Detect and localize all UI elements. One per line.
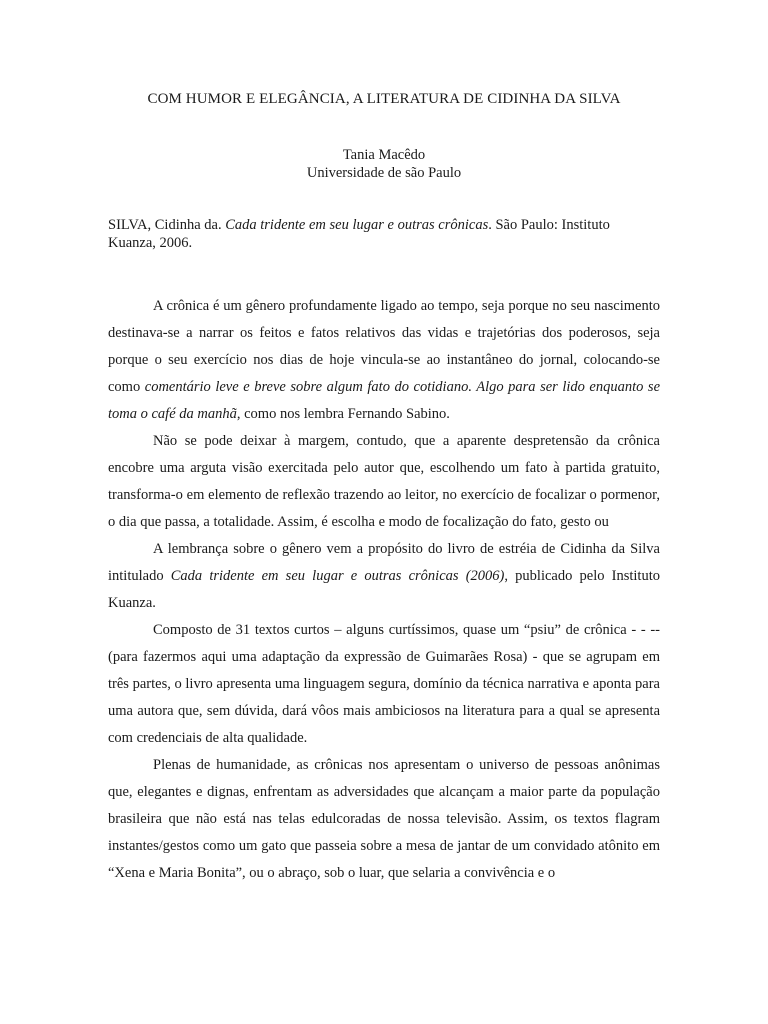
page-title: COM HUMOR E ELEGÂNCIA, A LITERATURA DE CIDINHA DA SILVA — [147, 91, 621, 107]
author-block — [0, 146, 768, 182]
paragraph-3-text-a: A lembrança sobre o gênero vem a propósito do livro de estréia de Cidinha da Silva intitulado — [108, 541, 660, 584]
article-body — [108, 293, 660, 887]
author-name: Tania Macêdo — [342, 147, 426, 163]
paragraph-5: Plenas de humanidade, as crônicas nos apresentam o universo de pessoas anônimas que, elegantes e dignas, enfrentam as adversidades que alcançam a maior parte da população brasileira que não está nas telas edulcoradas de nossa televisão. Assim, os textos flagram instantes/gestos como um gato que passeia sobre a mesa de jantar de um convidado atônito em “Xena e Maria Bonita”, ou o abraço, sob o luar, que selaria a convivência e o — [108, 757, 660, 881]
paragraph-3-book-title: Cada tridente em seu lugar e outras crônicas (2006) — [170, 568, 505, 584]
paragraph-4: Composto de 31 textos curtos – alguns curtíssimos, quase um “psiu” de crônica - - -- (para fazermos aqui uma adaptação da expressão de Guimarães Rosa) - que se agrupam em três partes, o livro apresenta uma linguagem segura, domínio da técnica narrativa e aponta para uma autora que, sem dúvida, dará vôos mais ambiciosos na literatura para a qual se apresenta com credenciais de alta qualidade. — [108, 622, 660, 746]
paragraph-1-text-a: A crônica é um gênero profundamente ligado ao tempo, seja porque no seu nascimento destinava-se a narrar os feitos e fatos relativos das vidas e trajetórias dos poderosos, seja porque o seu exercício nos dias de hoje vincula-se ao instantâneo do jornal, colocando-se como — [108, 298, 660, 395]
citation-book-title: Cada tridente em seu lugar e outras crônicas — [225, 217, 489, 233]
paragraph-1-quote: comentário leve e breve sobre algum fato do cotidiano. Algo para ser lido enquanto se toma o café da manhã — [108, 379, 661, 422]
paragraph-3 — [108, 536, 660, 617]
paragraph-3-text-b: , publicado pelo Instituto Kuanza. — [108, 568, 660, 611]
paragraph-1 — [108, 293, 660, 428]
paragraph-2: Não se pode deixar à margem, contudo, que a aparente despretensão da crônica encobre uma arguta visão exercitada pelo autor que, escolhendo um fato à partida gratuito, transforma-o em elemento de reflexão trazendo ao leitor, no exercício de focalizar o pormenor, o dia que passa, a totalidade. Assim, é escolha e modo de focalização do fato, gesto ou — [108, 433, 660, 530]
author-affiliation: Universidade de são Paulo — [306, 165, 462, 181]
paragraph-1-text-b: , como nos lembra Fernando Sabino. — [236, 406, 450, 422]
book-citation — [108, 216, 648, 252]
citation-lead: SILVA, Cidinha da. — [108, 217, 226, 233]
citation-tail: . São Paulo: Instituto Kuanza, 2006. — [108, 217, 610, 251]
